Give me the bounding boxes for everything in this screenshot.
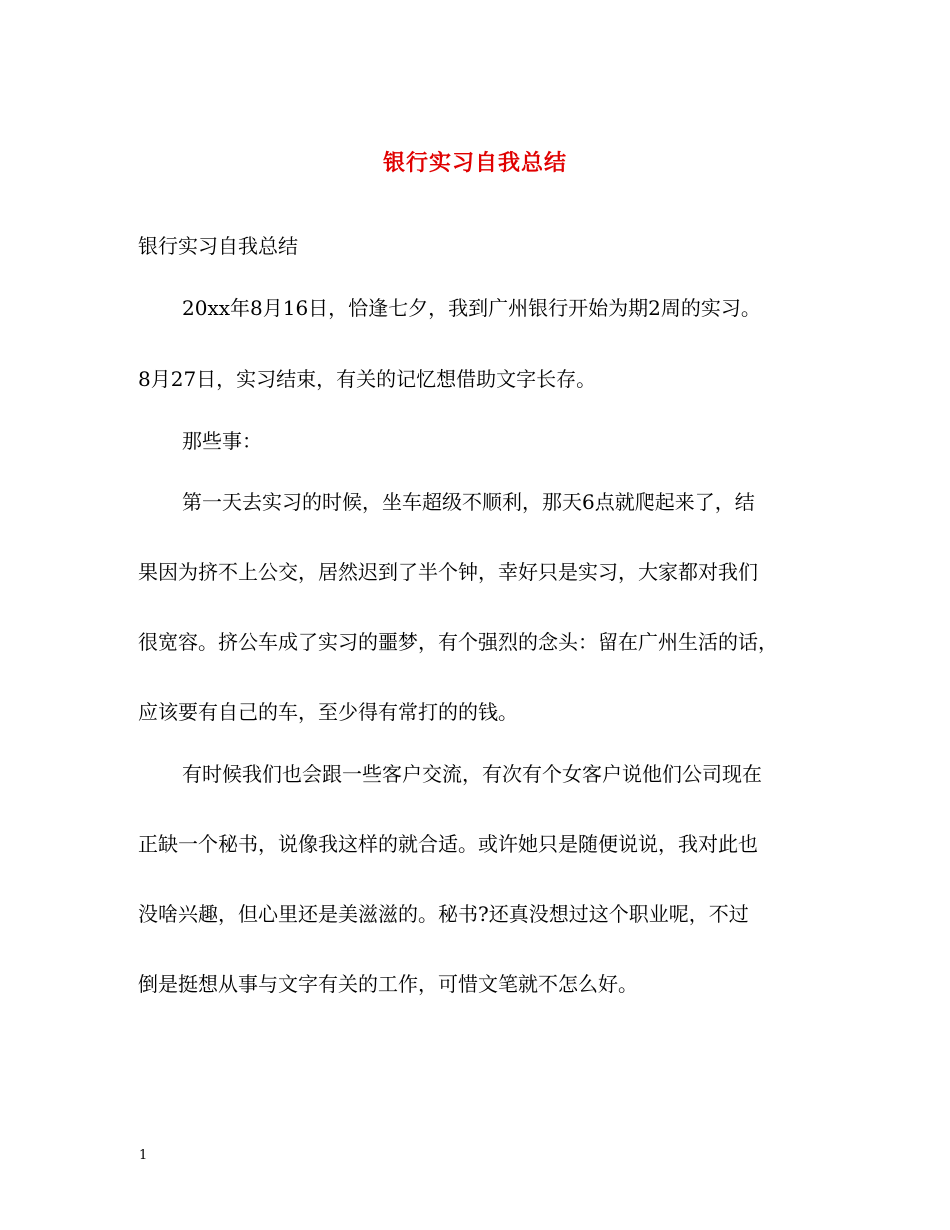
paragraph-line: 有时候我们也会跟一些客户交流，有次有个女客户说他们公司现在 xyxy=(182,762,762,786)
document-title: 银行实习自我总结 xyxy=(382,150,567,176)
paragraph-line: 倒是挺想从事与文字有关的工作，可惜文笔就不怎么好。 xyxy=(138,972,638,996)
paragraph-line: 果因为挤不上公交，居然迟到了半个钟，幸好只是实习，大家都对我们 xyxy=(138,560,758,584)
paragraph-line: 应该要有自己的车，至少得有常打的的钱。 xyxy=(138,700,518,724)
paragraph-line: 正缺一个秘书，说像我这样的就合适。或许她只是随便说说，我对此也 xyxy=(138,832,758,856)
page-number: 1 xyxy=(139,1148,148,1163)
paragraph-line: 很宽容。挤公车成了实习的噩梦，有个强烈的念头：留在广州生活的话， xyxy=(138,630,778,654)
paragraph-line: 8月27日，实习结束，有关的记忆想借助文字长存。 xyxy=(138,367,597,391)
paragraph-line: 没啥兴趣，但心里还是美滋滋的。秘书?还真没想过这个职业呢，不过 xyxy=(138,902,749,926)
paragraph-line: 那些事： xyxy=(182,429,262,453)
paragraph-line: 20xx年8月16日，恰逢七夕，我到广州银行开始为期2周的实习。 xyxy=(182,296,761,320)
paragraph-line: 第一天去实习的时候，坐车超级不顺利，那天6点就爬起来了，结 xyxy=(182,490,755,514)
subtitle: 银行实习自我总结 xyxy=(138,234,298,258)
